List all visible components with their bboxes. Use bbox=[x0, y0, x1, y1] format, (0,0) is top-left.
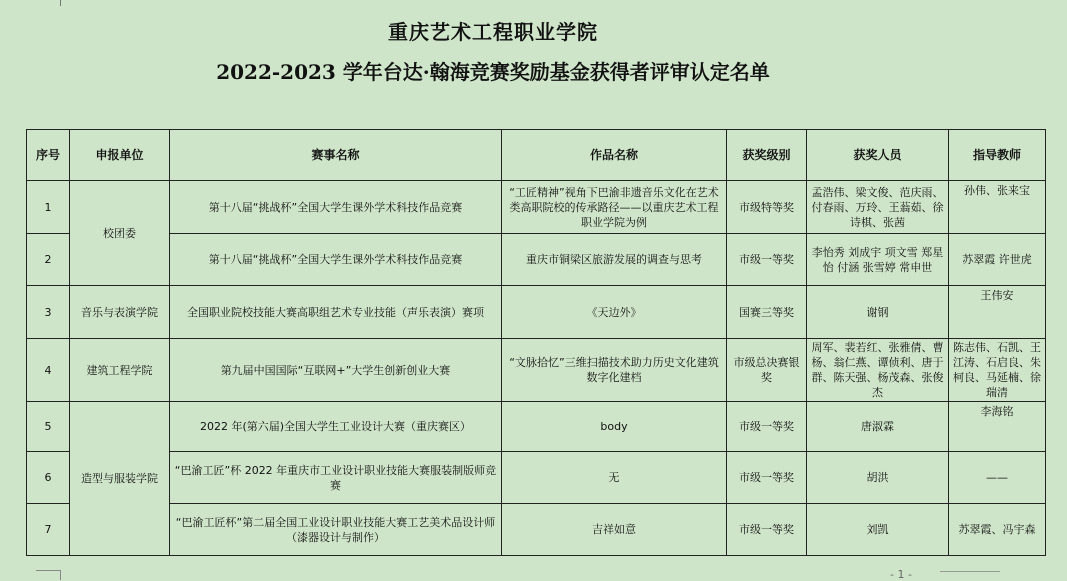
cell-work: 吉祥如意 bbox=[502, 504, 727, 556]
document-subtitle: 2022-2023 学年台达·翰海竞赛奖励基金获得者评审认定名单 bbox=[216, 60, 770, 84]
document-title: 重庆艺术工程职业学院 bbox=[388, 20, 598, 44]
cell-teachers: —— bbox=[949, 452, 1046, 504]
table-row bbox=[27, 339, 1046, 402]
cell-teachers: 孙伟、张来宝 bbox=[949, 181, 1046, 234]
cell-people: 谢钢 bbox=[807, 286, 949, 339]
cell-level: 市级一等奖 bbox=[727, 504, 807, 556]
table-row bbox=[27, 504, 1046, 556]
cell-teachers: 苏翠霞 许世虎 bbox=[949, 234, 1046, 286]
cell-people: 周军、裴若红、张雅倩、曹杨、翁仁燕、谭侦利、唐于群、陈天强、杨茂森、张俊杰 bbox=[807, 339, 949, 402]
column-header-teachers: 指导教师 bbox=[949, 130, 1046, 181]
cell-unit: 造型与服装学院 bbox=[70, 402, 170, 556]
cell-people: 孟浩伟、梁文俊、范庆雨、付春雨、万玲、王蓊茹、徐诗棋、张茜 bbox=[807, 181, 949, 234]
cell-event: 2022 年(第六届)全国大学生工业设计大赛（重庆赛区） bbox=[170, 402, 502, 452]
corner-mark bbox=[60, 570, 61, 580]
cell-no: 7 bbox=[27, 504, 70, 556]
cell-unit: 校团委 bbox=[70, 181, 170, 286]
cell-no: 5 bbox=[27, 402, 70, 452]
cell-no: 2 bbox=[27, 234, 70, 286]
table-row bbox=[27, 452, 1046, 504]
cell-work: 无 bbox=[502, 452, 727, 504]
cell-teachers: 苏翠霞、冯宇森 bbox=[949, 504, 1046, 556]
cell-event: “巴渝工匠”杯 2022 年重庆市工业设计职业技能大赛服装制版师竞赛 bbox=[170, 452, 502, 504]
table-header-row bbox=[27, 130, 1046, 181]
cell-event: 第九届中国国际“互联网+”大学生创新创业大赛 bbox=[170, 339, 502, 402]
footer-divider bbox=[940, 571, 1000, 572]
cell-event: 第十八届“挑战杯”全国大学生课外学术科技作品竞赛 bbox=[170, 234, 502, 286]
cell-people: 刘凯 bbox=[807, 504, 949, 556]
cell-work: “工匠精神”视角下巴渝非遗音乐文化在艺术类高职院校的传承路径——以重庆艺术工程职业学院为例 bbox=[502, 181, 727, 234]
corner-mark bbox=[60, 0, 61, 6]
cell-event: 全国职业院校技能大赛高职组艺术专业技能（声乐表演）赛项 bbox=[170, 286, 502, 339]
column-header-event: 赛事名称 bbox=[170, 130, 502, 181]
cell-event: “巴渝工匠杯”第二届全国工业设计职业技能大赛工艺美术品设计师（漆器设计与制作） bbox=[170, 504, 502, 556]
cell-level: 国赛三等奖 bbox=[727, 286, 807, 339]
cell-unit: 音乐与表演学院 bbox=[70, 286, 170, 339]
corner-mark bbox=[36, 570, 60, 571]
cell-teachers: 王伟安 bbox=[949, 286, 1046, 339]
cell-unit: 建筑工程学院 bbox=[70, 339, 170, 402]
cell-work: 《天边外》 bbox=[502, 286, 727, 339]
cell-event: 第十八届“挑战杯”全国大学生课外学术科技作品竞赛 bbox=[170, 181, 502, 234]
cell-people: 李怡秀 刘成宇 项文雪 郑星怡 付涵 张雪婷 常申世 bbox=[807, 234, 949, 286]
cell-work: 重庆市铜梁区旅游发展的调查与思考 bbox=[502, 234, 727, 286]
cell-work: “文脉拾忆”三维扫描技术助力历史文化建筑数字化建档 bbox=[502, 339, 727, 402]
page-number: - 1 - bbox=[890, 568, 912, 581]
cell-level: 市级特等奖 bbox=[727, 181, 807, 234]
cell-work: body bbox=[502, 402, 727, 452]
table-row bbox=[27, 286, 1046, 339]
cell-no: 3 bbox=[27, 286, 70, 339]
column-header-people: 获奖人员 bbox=[807, 130, 949, 181]
cell-no: 6 bbox=[27, 452, 70, 504]
cell-no: 4 bbox=[27, 339, 70, 402]
cell-people: 胡洪 bbox=[807, 452, 949, 504]
cell-teachers: 李海铭 bbox=[949, 402, 1046, 452]
cell-level: 市级总决赛银奖 bbox=[727, 339, 807, 402]
cell-no: 1 bbox=[27, 181, 70, 234]
column-header-work: 作品名称 bbox=[502, 130, 727, 181]
column-header-unit: 申报单位 bbox=[70, 130, 170, 181]
award-table bbox=[26, 129, 1046, 556]
column-header-level: 获奖级别 bbox=[727, 130, 807, 181]
table-row bbox=[27, 234, 1046, 286]
cell-people: 唐淑霖 bbox=[807, 402, 949, 452]
table-row bbox=[27, 181, 1046, 234]
column-header-no: 序号 bbox=[27, 130, 70, 181]
cell-level: 市级一等奖 bbox=[727, 234, 807, 286]
cell-level: 市级一等奖 bbox=[727, 452, 807, 504]
cell-level: 市级一等奖 bbox=[727, 402, 807, 452]
table-row bbox=[27, 402, 1046, 452]
cell-teachers: 陈志伟、石凯、王江涛、石启良、朱柯良、马延楠、徐瑞清 bbox=[949, 339, 1046, 402]
